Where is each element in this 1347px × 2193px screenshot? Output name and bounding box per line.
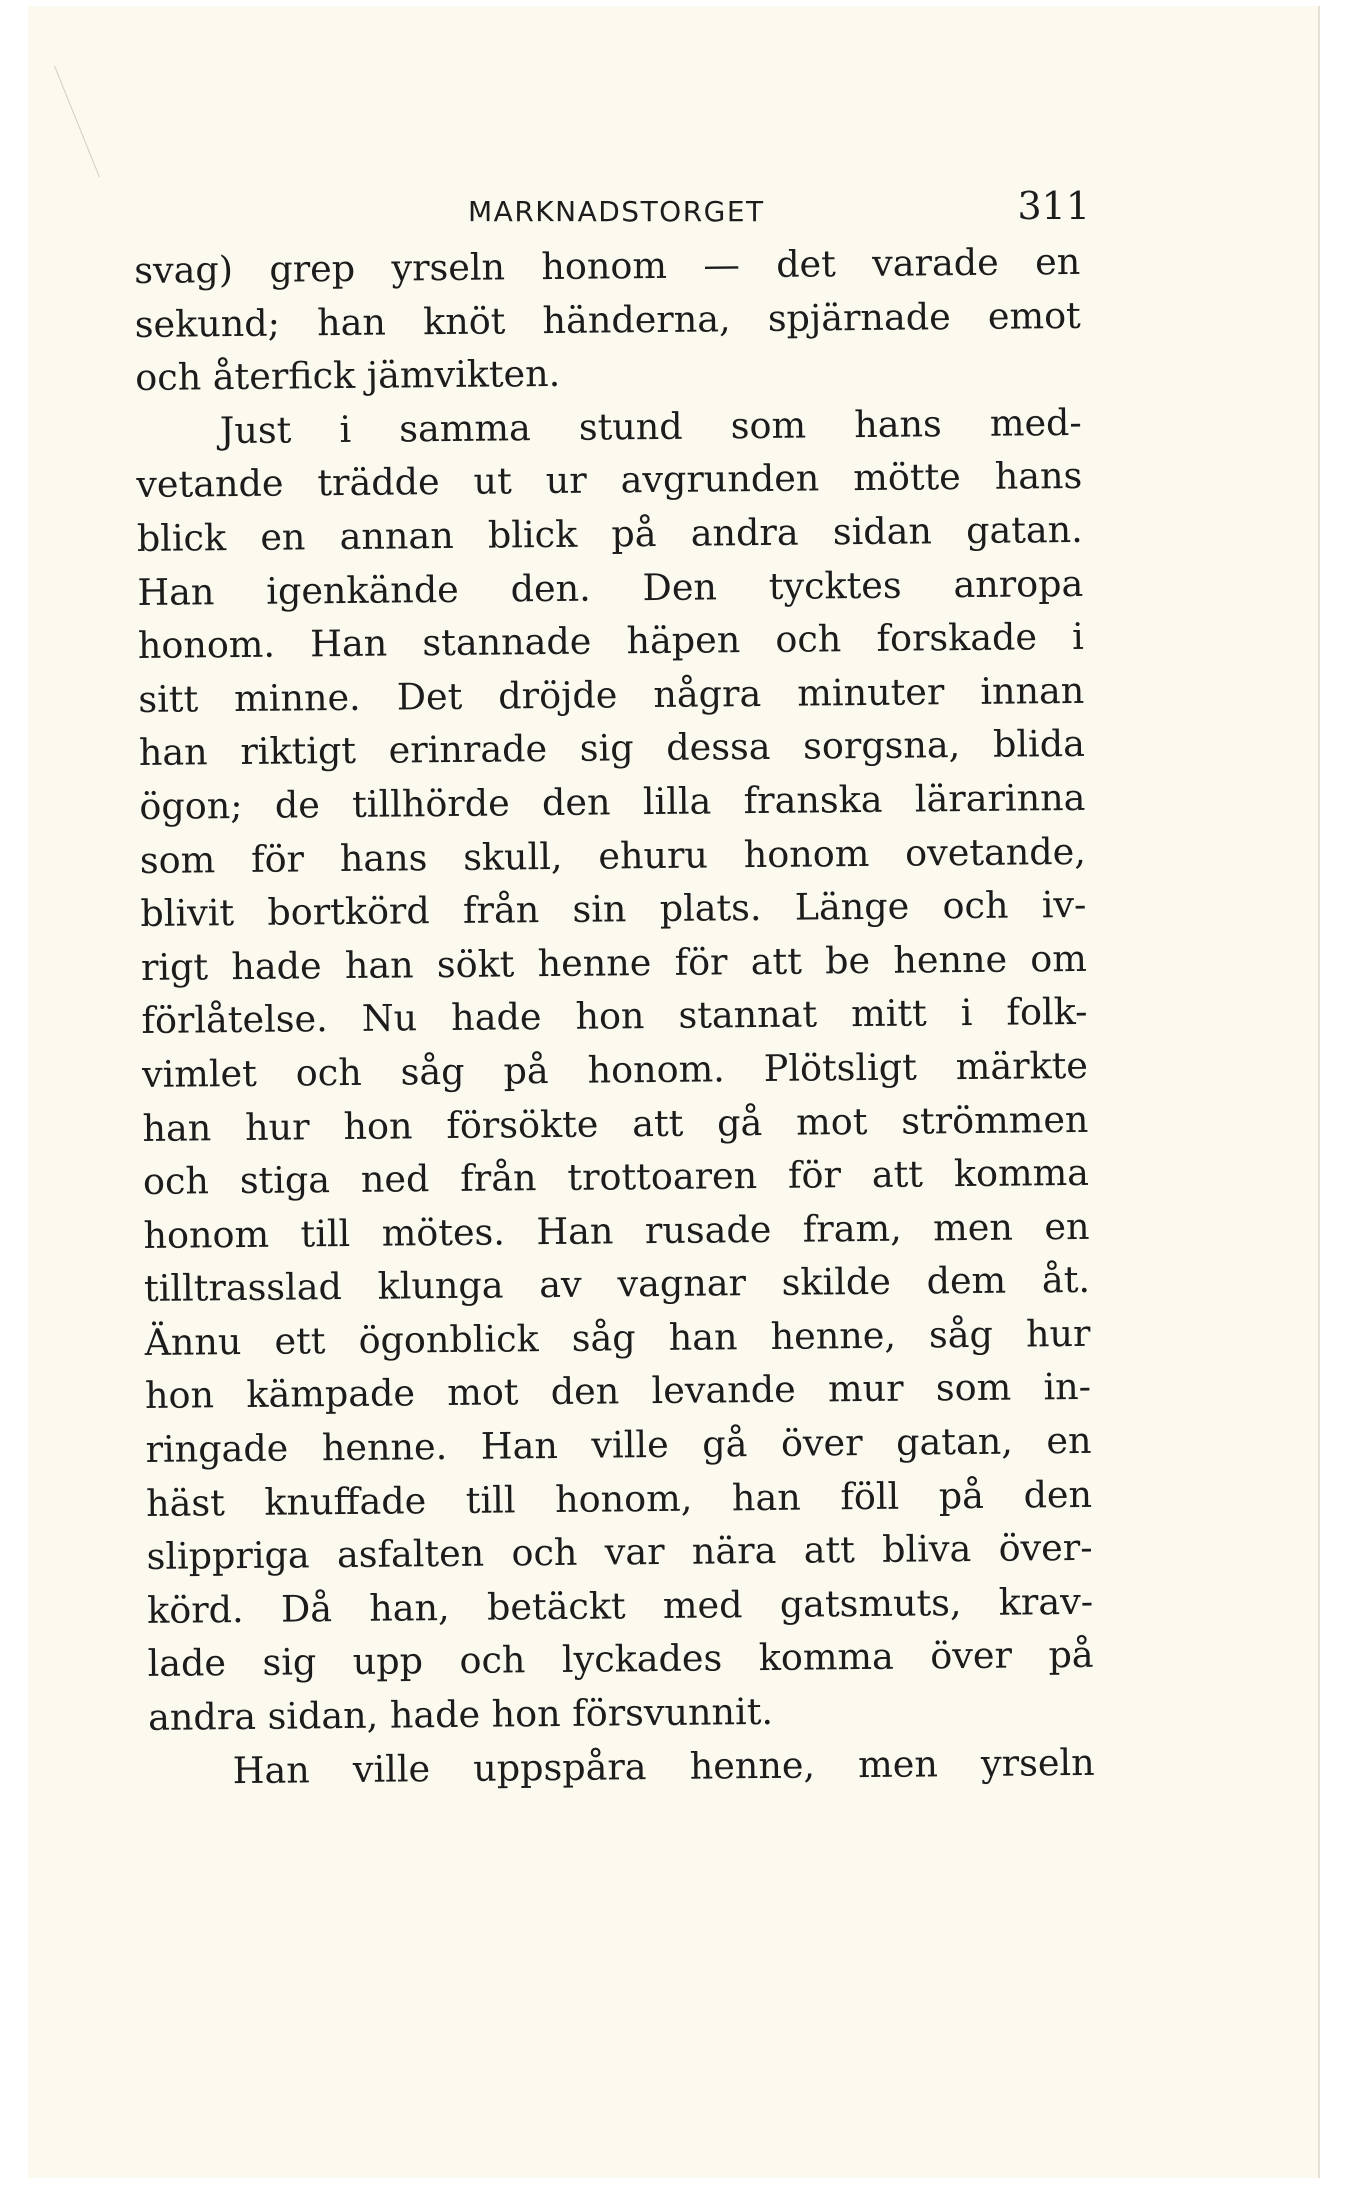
text-line: Just i samma stund som hans med- <box>219 400 1082 452</box>
text-line: sitt minne. Det dröjde några minuter innan <box>138 668 1085 721</box>
text-line: ögon; de tillhörde den lilla franska lärarinna <box>139 775 1086 828</box>
text-line: tilltrasslad klunga av vagnar skilde dem åt. <box>143 1258 1091 1311</box>
running-head-title: MARKNADSTORGET <box>468 195 765 228</box>
text-line: körd. Då han, betäckt med gatsmuts, krav- <box>146 1579 1094 1632</box>
text-line: svag) grep yrseln honom — det varade en <box>134 239 1081 292</box>
text-line: Ännu ett ögonblick såg han henne, såg hur <box>144 1311 1091 1364</box>
text-line: rigt hade han sökt henne för att be henne om <box>140 936 1088 989</box>
text-line: ringade henne. Han ville gå över gatan, en <box>145 1418 1092 1472</box>
text-line: blick en annan blick på andra sidan gatan. <box>136 507 1083 560</box>
text-line: slippriga asfalten och var nära att bliva över- <box>146 1526 1093 1579</box>
text-line: lade sig upp och lyckades komma över på <box>147 1633 1094 1686</box>
text-line: han riktigt erinrade sig dessa sorgsna, blida <box>138 722 1086 775</box>
text-line: som för hans skull, ehuru honom ovetande, <box>139 829 1087 882</box>
text-line: och stiga ned från trottoaren för att komma <box>142 1150 1090 1204</box>
running-head <box>464 184 1104 237</box>
text-line: vetande trädde ut ur avgrunden mötte hans <box>136 454 1083 507</box>
text-line: Han igenkände den. Den tycktes anropa <box>137 561 1084 614</box>
body-text <box>134 235 1095 1798</box>
text-line: Han ville uppspåra henne, men yrseln <box>232 1740 1095 1792</box>
text-line: sekund; han knöt händerna, spjärnade emot <box>134 293 1081 346</box>
page-number: 311 <box>1017 184 1090 228</box>
page-edge-mark <box>54 50 139 177</box>
text-line: honom till mötes. Han rusade fram, men en <box>143 1204 1090 1257</box>
text-line: vimlet och såg på honom. Plötsligt märkte <box>141 1043 1089 1096</box>
text-line: häst knuffade till honom, han föll på den <box>145 1472 1093 1525</box>
text-line: han hur hon försökte att gå mot strömmen <box>142 1097 1089 1150</box>
text-line: hon kämpade mot den levande mur som in- <box>144 1365 1092 1418</box>
text-line: andra sidan, hade hon försvunnit. <box>147 1689 774 1739</box>
text-line: blivit bortkörd från sin plats. Länge och iv- <box>140 883 1087 936</box>
text-line: och återfick jämvikten. <box>135 352 561 400</box>
text-line: honom. Han stannade häpen och forskade i <box>137 615 1085 668</box>
text-line: förlåtelse. Nu hade hon stannat mitt i folk- <box>141 990 1088 1043</box>
